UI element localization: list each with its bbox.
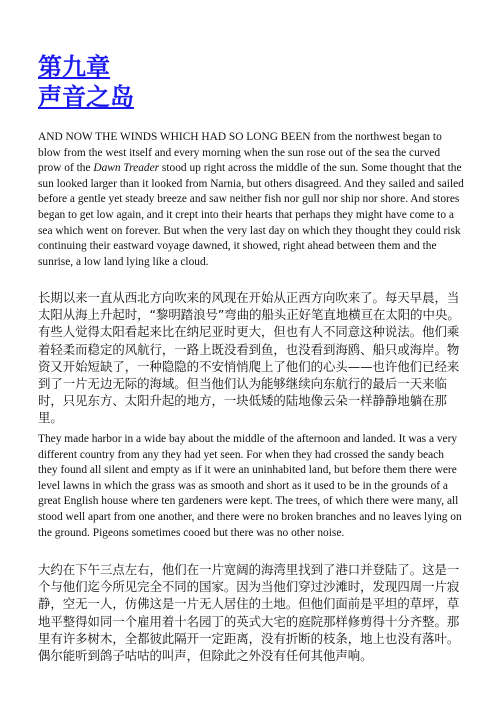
paragraph-text: AND NOW THE WINDS WHICH HAD SO LONG BEEN from the northwest began to blow from the west itself and every morning when the sun rose out of the sea the curved prow of the <box>38 131 442 175</box>
chinese-paragraph-1: 长期以来一直从西北方向吹来的风现在开始从正西方向吹来了。每天早晨，当太阳从海上升起时，“黎明踏浪号”弯曲的船头正好笔直地横亘在太阳的中央。有些人觉得太阳看起来比在纳尼亚时更大，但也有人不同意这种说法。他们乘着轻柔而稳定的风航行，一路上既没看到鱼，也没看到海鸥、船只或海岸。物资又开始短缺了，一种隐隐的不安悄悄爬上了他们的心头——也许他们已经来到了一片无边无际的海域。但当他们认为能够继续向东航行的最后一天来临时，只见东方、太阳升起的地方，一块低矮的陆地像云朵一样静静地躺在那里。 <box>38 290 460 426</box>
paragraph-text: stood up right across the middle of the sun. Some thought that the sun looked larger than it looked from Narnia, but others disagreed. And they sailed and sailed before a gentle yet steady breeze and saw neither fish nor gull nor ship nor shore. And stores began to get low again, and it crept into their hearts that perhaps they might have come to a sea which went on forever. But when the very last day on which they thought they could risk continuing their eastward voyage dawned, it showed, right ahead between them and the sunrise, a low land lying like a cloud. <box>38 162 464 268</box>
ship-name: Dawn Treader <box>93 162 160 175</box>
chapter-number: 第九章 <box>38 53 110 81</box>
english-paragraph-2: They made harbor in a wide bay about the middle of the afternoon and landed. It was a very different country from any they had yet seen. For when they had crossed the sandy beach they found all silent and empty as if it were an uninhabited land, but before them there were level lawns in which the grass was as smooth and short as it used to be in the grounds of a great English house where ten gardeners were kept. The trees, of which there were many, all stood well apart from one another, and there were no broken branches and no leaves lying on the ground. Pigeons sometimes cooed but there was no other noise. <box>38 433 462 539</box>
english-paragraph-1 <box>38 130 466 270</box>
chinese-paragraph-2: 大约在下午三点左右，他们在一片宽阔的海湾里找到了港口并登陆了。这是一个与他们迄今所见完全不同的国家。因为当他们穿过沙滩时，发现四周一片寂静，空无一人，仿佛这是一片无人居住的土地。但他们面前是平坦的草坪，草地平整得如同一个雇用着十名园丁的英式大宅的庭院那样修剪得十分齐整。那里有许多树木，全都彼此隔开一定距离，没有折断的枝条，地上也没有落叶。偶尔能听到鸽子咕咕的叫声，但除此之外没有任何其他声响。 <box>38 562 460 664</box>
chapter-heading-link[interactable] <box>38 52 134 112</box>
chapter-title: 声音之岛 <box>38 83 134 111</box>
